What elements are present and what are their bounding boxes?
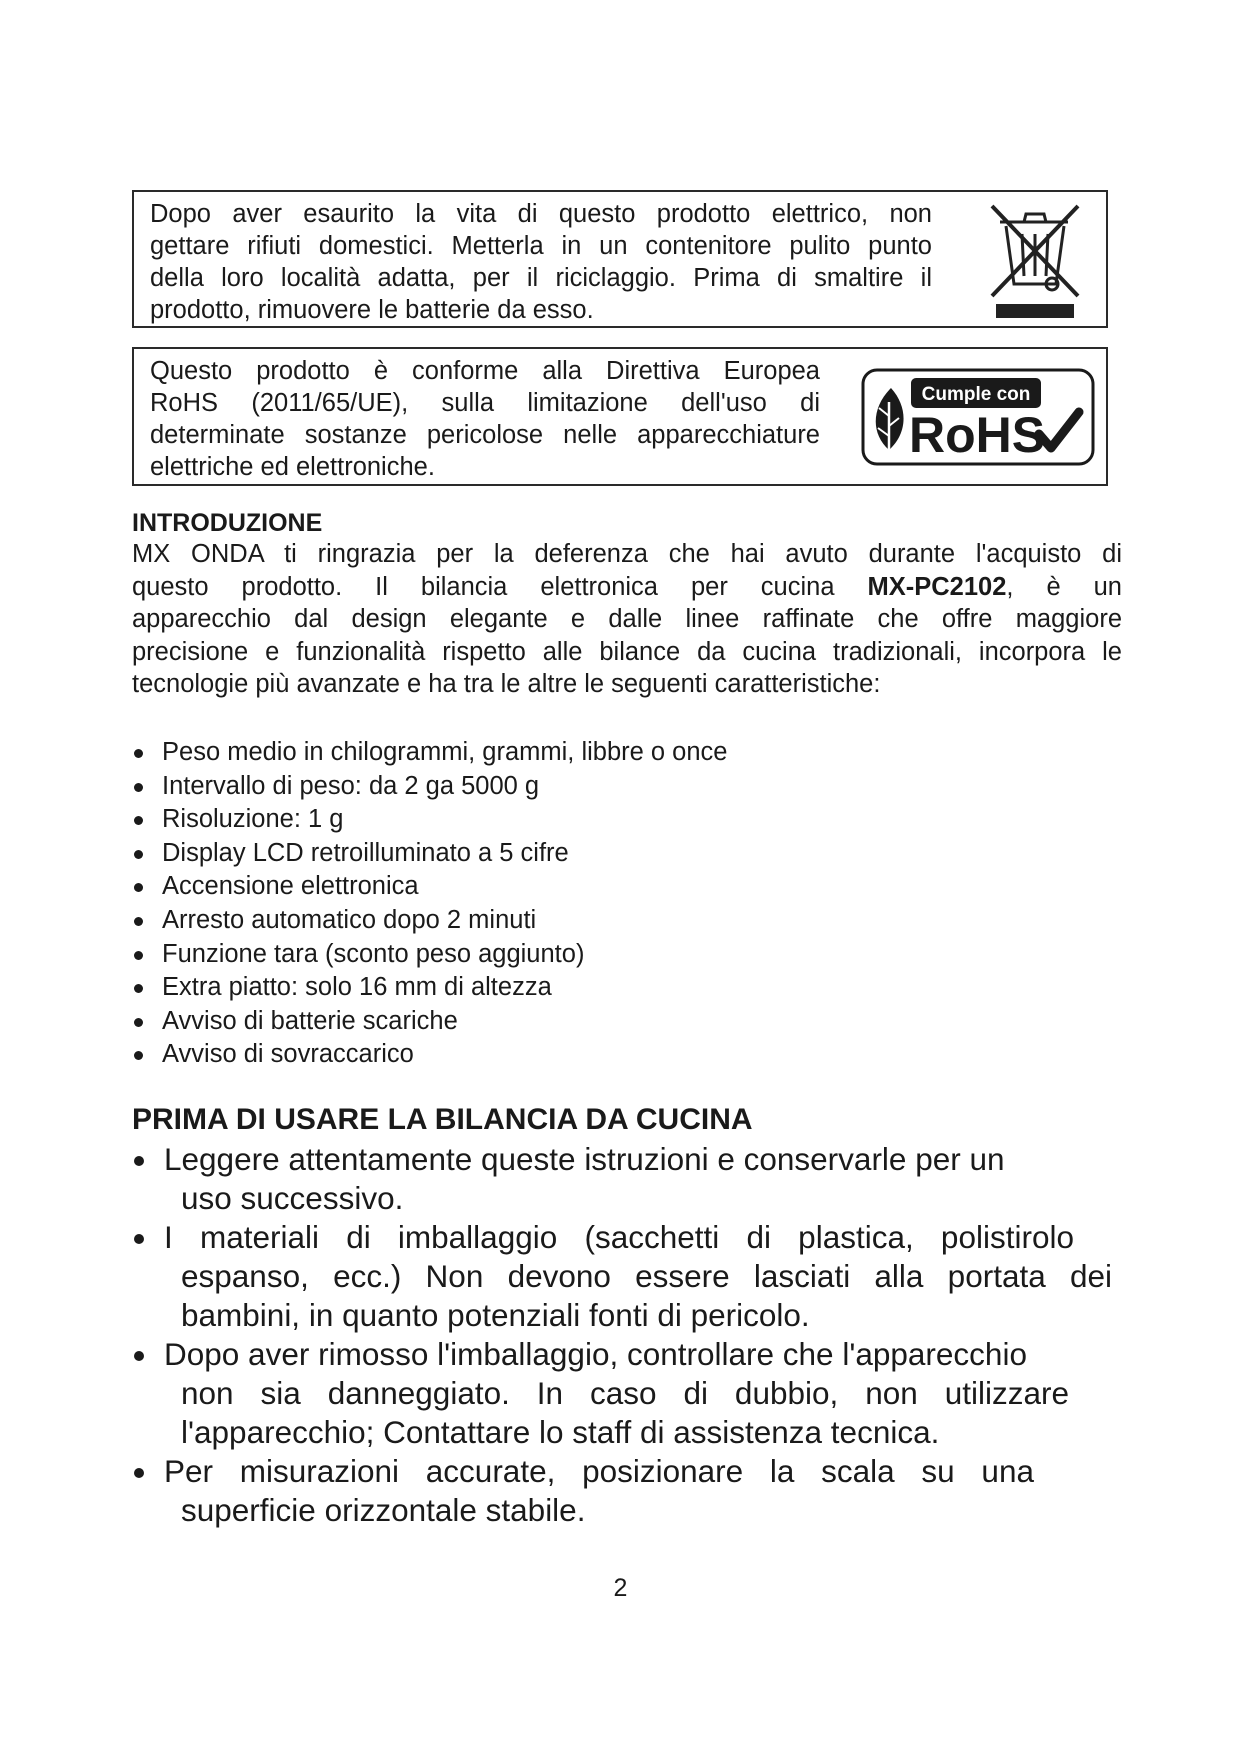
before-use-heading: PRIMA DI USARE LA BILANCIA DA CUCINA <box>132 1103 753 1136</box>
warning-line: Leggere attentamente queste istruzioni e conservarle per un <box>164 1141 1005 1177</box>
feature-item: Arresto automatico dopo 2 minuti <box>132 904 1032 938</box>
rohs-line: elettriche ed elettroniche. <box>150 453 435 481</box>
crossed-out-wheelie-bin-icon <box>986 200 1086 320</box>
warning-line: Dopo aver rimosso l'imballaggio, controllare che l'apparecchio <box>164 1336 1027 1372</box>
intro-line-part: , è un <box>1006 572 1122 601</box>
warning-item <box>132 1140 1112 1218</box>
feature-item: Display LCD retroilluminato a 5 cifre <box>132 837 1032 871</box>
weee-line: gettare rifiuti domestici. Metterla in un contenitore pulito punto <box>150 232 932 260</box>
feature-item: Intervallo di peso: da 2 ga 5000 g <box>132 770 1032 804</box>
intro-paragraph <box>132 538 1122 701</box>
feature-item: Avviso di batterie scariche <box>132 1005 1032 1039</box>
weee-notice-text <box>150 198 932 326</box>
intro-heading: INTRODUZIONE <box>132 509 323 537</box>
warning-line: Per misurazioni accurate, posizionare la scala su una <box>164 1453 1034 1489</box>
warning-line: bambini, in quanto potenziali fonti di pericolo. <box>181 1297 810 1333</box>
page-number: 2 <box>613 1574 628 1602</box>
weee-line: Dopo aver esaurito la vita di questo prodotto elettrico, non <box>150 200 932 228</box>
warning-line: l'apparecchio; Contattare lo staff di assistenza tecnica. <box>181 1414 940 1450</box>
feature-item: Peso medio in chilogrammi, grammi, libbre o once <box>132 736 1032 770</box>
rohs-line: RoHS (2011/65/UE), sulla limitazione dell'uso di <box>150 389 820 417</box>
rohs-notice-box <box>132 347 1108 486</box>
intro-line <box>132 571 1122 604</box>
weee-line: prodotto, rimuovere le batterie da esso. <box>150 296 594 324</box>
intro-line: apparecchio dal design elegante e dalle linee raffinate che offre maggiore <box>132 605 1122 633</box>
feature-item: Funzione tara (sconto peso aggiunto) <box>132 938 1032 972</box>
feature-list <box>132 736 1032 1072</box>
weee-notice-box <box>132 190 1108 328</box>
rohs-line: determinate sostanze pericolose nelle apparecchiature <box>150 421 820 449</box>
warning-line: uso successivo. <box>181 1180 404 1216</box>
warning-item <box>132 1218 1112 1335</box>
warning-line: non sia danneggiato. In caso di dubbio, non utilizzare <box>181 1375 1069 1411</box>
feature-item: Risoluzione: 1 g <box>132 803 1032 837</box>
weee-line: della loro località adatta, per il riciclaggio. Prima di smaltire il <box>150 264 932 292</box>
intro-line-part: questo prodotto. Il bilancia elettronica per cucina <box>132 572 868 601</box>
rohs-notice-text <box>150 355 820 483</box>
feature-item: Extra piatto: solo 16 mm di altezza <box>132 971 1032 1005</box>
feature-item: Accensione elettronica <box>132 870 1032 904</box>
before-use-list <box>132 1140 1112 1530</box>
intro-line: MX ONDA ti ringrazia per la deferenza che hai avuto durante l'acquisto di <box>132 540 1122 568</box>
intro-line: precisione e funzionalità rispetto alle bilance da cucina tradizionali, incorpora le <box>132 637 1122 666</box>
feature-item: Avviso di sovraccarico <box>132 1038 1032 1072</box>
warning-line: espanso, ecc.) Non devono essere lasciati alla portata dei <box>181 1258 1112 1294</box>
intro-section <box>132 508 1122 701</box>
warning-line: I materiali di imballaggio (sacchetti di plastica, polistirolo <box>164 1219 1074 1255</box>
rohs-badge-text: Cumple con <box>921 384 1031 405</box>
rohs-compliance-logo <box>861 368 1095 466</box>
model-number: MX-PC2102 <box>867 572 1007 601</box>
rohs-line: Questo prodotto è conforme alla Direttiva Europea <box>150 357 820 385</box>
warning-item <box>132 1335 1112 1452</box>
warning-item <box>132 1452 1112 1530</box>
rohs-logo-text: RoHS <box>909 407 1046 463</box>
intro-line: tecnologie più avanzate e ha tra le altre le seguenti caratteristiche: <box>132 670 881 698</box>
warning-line: superficie orizzontale stabile. <box>181 1492 586 1528</box>
